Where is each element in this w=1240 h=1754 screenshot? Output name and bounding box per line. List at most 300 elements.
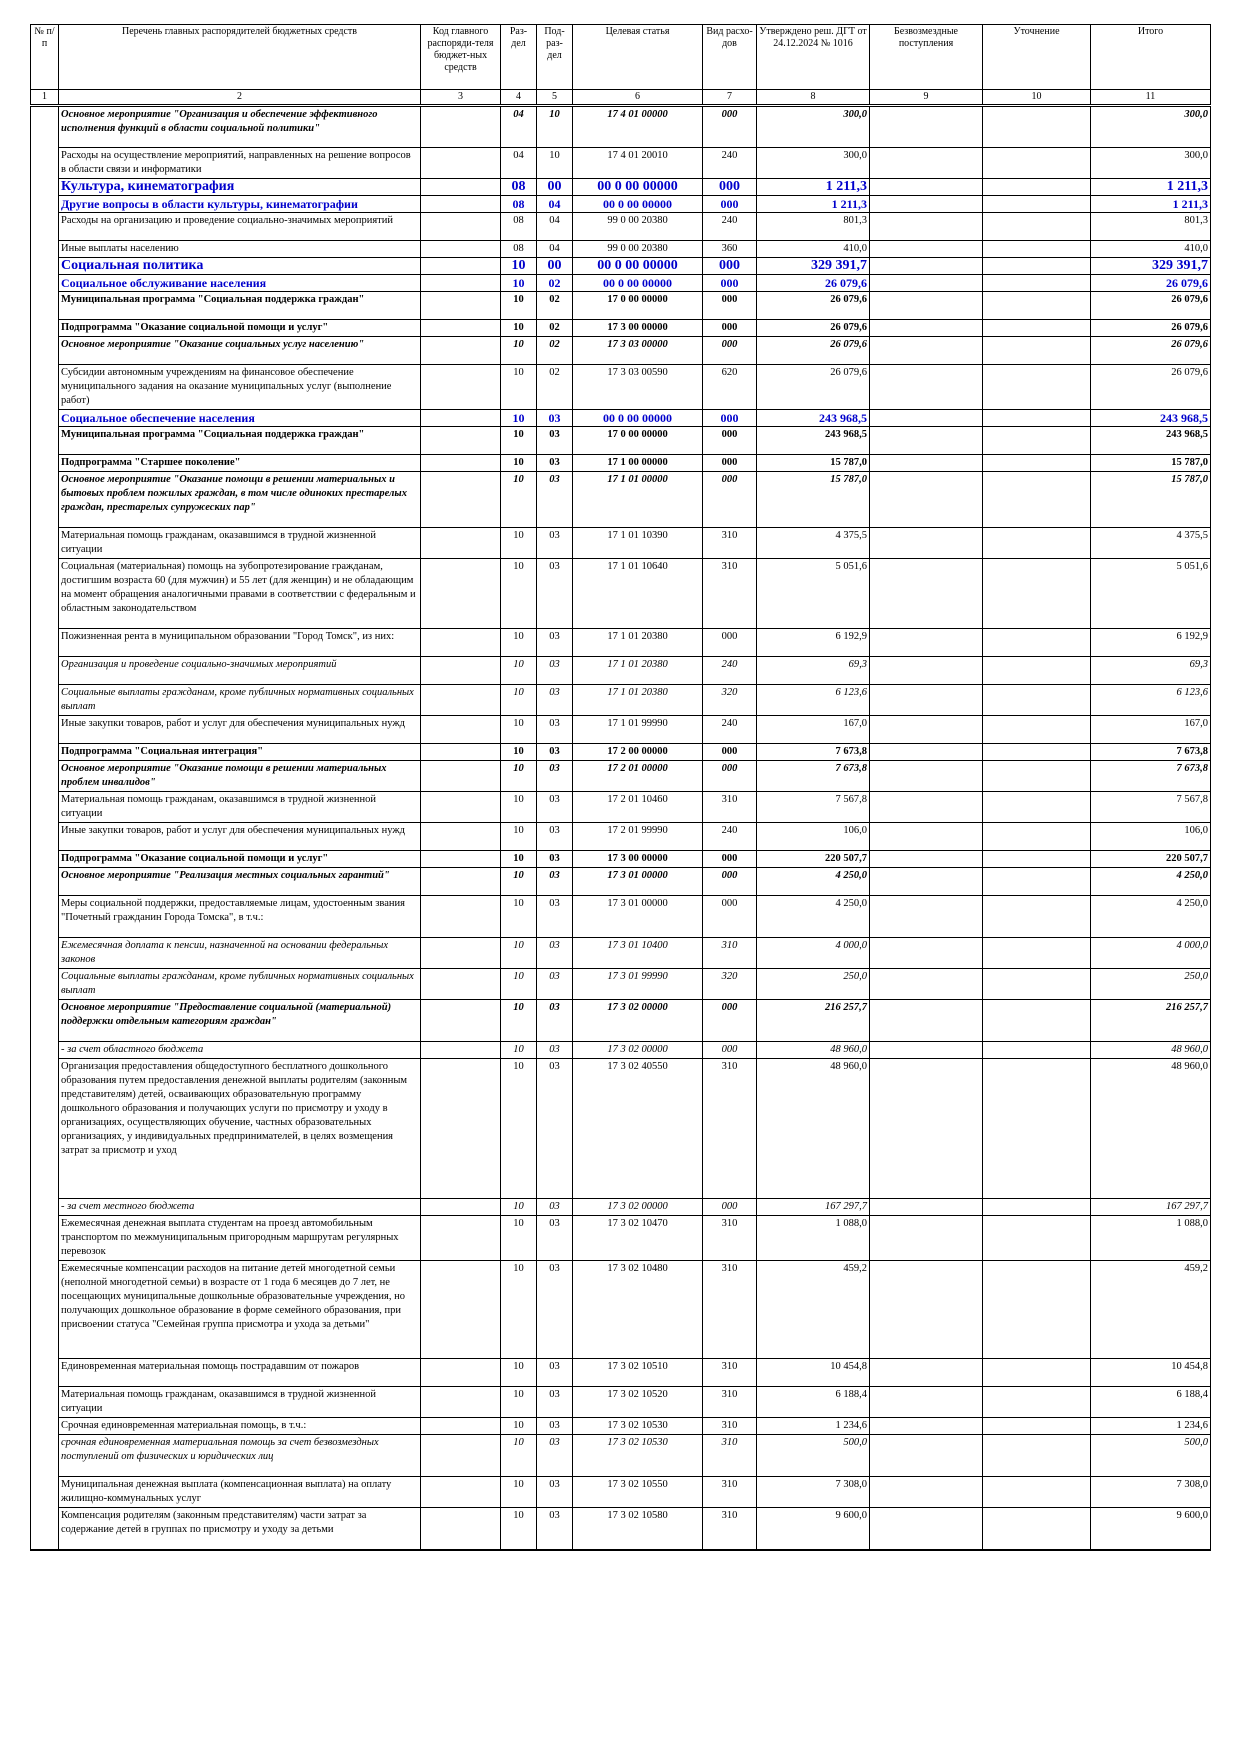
razdel-code: 10: [501, 472, 537, 528]
recipient-code: [421, 528, 501, 559]
podrazdel-code: 02: [537, 337, 573, 365]
expenditure-name: Организация предоставления общедоступного бесплатного дошкольного образования путем предоставления денежной выплаты родителям (законным представителям) детей, осваивающих образовательную программу дошкольного образования и получающих услуги по присмотру и уходу в организациях, осуществляющих обучение, частных образовательных организациях, у индивидуальных предпринимателей, в целях возмещения затрат за присмотр и уход: [59, 1059, 421, 1199]
table-row: [31, 559, 1211, 629]
table-row: [31, 213, 1211, 241]
total-amount: 7 308,0: [1091, 1477, 1211, 1508]
adjustment-amount: [983, 241, 1091, 258]
adjustment-amount: [983, 106, 1091, 148]
grants-amount: [870, 851, 983, 868]
target-article: 17 3 02 00000: [573, 1042, 703, 1059]
approved-amount: 7 673,8: [757, 744, 870, 761]
adjustment-amount: [983, 179, 1091, 196]
expenditure-name: Иные выплаты населению: [59, 241, 421, 258]
total-amount: 5 051,6: [1091, 559, 1211, 629]
expense-type: 310: [703, 1261, 757, 1359]
row-number-cell: [31, 792, 59, 823]
podrazdel-code: 03: [537, 1477, 573, 1508]
row-number-cell: [31, 320, 59, 337]
razdel-code: 10: [501, 258, 537, 275]
grants-amount: [870, 1261, 983, 1359]
podrazdel-code: 03: [537, 1508, 573, 1550]
recipient-code: [421, 685, 501, 716]
adjustment-amount: [983, 1435, 1091, 1477]
approved-amount: 106,0: [757, 823, 870, 851]
recipient-code: [421, 427, 501, 455]
approved-amount: 48 960,0: [757, 1059, 870, 1199]
approved-amount: 410,0: [757, 241, 870, 258]
row-number-cell: [31, 179, 59, 196]
podrazdel-code: 03: [537, 851, 573, 868]
approved-amount: 801,3: [757, 213, 870, 241]
column-numbers-row: [31, 90, 1211, 106]
row-number-cell: [31, 148, 59, 179]
approved-amount: 4 375,5: [757, 528, 870, 559]
razdel-code: 10: [501, 1199, 537, 1216]
target-article: 00 0 00 00000: [573, 258, 703, 275]
target-article: 17 1 01 10640: [573, 559, 703, 629]
podrazdel-code: 03: [537, 559, 573, 629]
table-row: [31, 528, 1211, 559]
razdel-code: 10: [501, 275, 537, 292]
razdel-code: 10: [501, 716, 537, 744]
row-number-cell: [31, 528, 59, 559]
total-amount: 106,0: [1091, 823, 1211, 851]
row-number-cell: [31, 213, 59, 241]
expense-type: 240: [703, 213, 757, 241]
total-amount: 26 079,6: [1091, 320, 1211, 337]
approved-amount: 1 234,6: [757, 1418, 870, 1435]
expense-type: 360: [703, 241, 757, 258]
razdel-code: 10: [501, 559, 537, 629]
podrazdel-code: 03: [537, 427, 573, 455]
total-amount: 69,3: [1091, 657, 1211, 685]
podrazdel-code: 03: [537, 1059, 573, 1199]
recipient-code: [421, 258, 501, 275]
table-row: [31, 716, 1211, 744]
adjustment-amount: [983, 410, 1091, 427]
grants-amount: [870, 761, 983, 792]
table-row: [31, 148, 1211, 179]
adjustment-amount: [983, 365, 1091, 410]
column-number: 1: [31, 90, 59, 106]
podrazdel-code: 03: [537, 1199, 573, 1216]
adjustment-amount: [983, 761, 1091, 792]
column-number: 2: [59, 90, 421, 106]
grants-amount: [870, 410, 983, 427]
row-number-cell: [31, 823, 59, 851]
recipient-code: [421, 1000, 501, 1042]
adjustment-amount: [983, 275, 1091, 292]
razdel-code: 10: [501, 851, 537, 868]
expense-type: 000: [703, 275, 757, 292]
target-article: 00 0 00 00000: [573, 196, 703, 213]
target-article: 17 3 02 10580: [573, 1508, 703, 1550]
adjustment-amount: [983, 716, 1091, 744]
target-article: 17 3 02 10530: [573, 1418, 703, 1435]
row-number-cell: [31, 196, 59, 213]
row-number-cell: [31, 106, 59, 148]
target-article: 17 3 02 40550: [573, 1059, 703, 1199]
podrazdel-code: 00: [537, 179, 573, 196]
expenditure-name: Социальные выплаты гражданам, кроме публичных нормативных социальных выплат: [59, 685, 421, 716]
razdel-code: 10: [501, 528, 537, 559]
target-article: 17 3 02 10510: [573, 1359, 703, 1387]
adjustment-amount: [983, 427, 1091, 455]
podrazdel-code: 03: [537, 969, 573, 1000]
grants-amount: [870, 1000, 983, 1042]
row-number-cell: [31, 685, 59, 716]
total-amount: 9 600,0: [1091, 1508, 1211, 1550]
grants-amount: [870, 629, 983, 657]
podrazdel-code: 03: [537, 1000, 573, 1042]
total-amount: 6 192,9: [1091, 629, 1211, 657]
recipient-code: [421, 241, 501, 258]
razdel-code: 10: [501, 455, 537, 472]
grants-amount: [870, 792, 983, 823]
table-row: [31, 823, 1211, 851]
approved-amount: 329 391,7: [757, 258, 870, 275]
expenditure-name: Компенсация родителям (законным представителям) части затрат за содержание детей в группах по присмотру и уходу за детьми: [59, 1508, 421, 1550]
expenditure-name: Расходы на организацию и проведение социально-значимых мероприятий: [59, 213, 421, 241]
recipient-code: [421, 1216, 501, 1261]
adjustment-amount: [983, 1387, 1091, 1418]
adjustment-amount: [983, 938, 1091, 969]
podrazdel-code: 03: [537, 657, 573, 685]
target-article: 17 3 02 00000: [573, 1199, 703, 1216]
razdel-code: 04: [501, 148, 537, 179]
expenditure-name: Иные закупки товаров, работ и услуг для обеспечения муниципальных нужд: [59, 716, 421, 744]
podrazdel-code: 02: [537, 275, 573, 292]
table-row: [31, 196, 1211, 213]
grants-amount: [870, 685, 983, 716]
razdel-code: 10: [501, 1216, 537, 1261]
row-number-cell: [31, 1059, 59, 1199]
expense-type: 000: [703, 455, 757, 472]
total-amount: 26 079,6: [1091, 275, 1211, 292]
razdel-code: 08: [501, 241, 537, 258]
recipient-code: [421, 1042, 501, 1059]
grants-amount: [870, 1359, 983, 1387]
podrazdel-code: 03: [537, 528, 573, 559]
row-number-cell: [31, 1508, 59, 1550]
expenditure-name: Пожизненная рента в муниципальном образовании "Город Томск", из них:: [59, 629, 421, 657]
table-row: [31, 1359, 1211, 1387]
header-code: Код главного распоряди-теля бюджет-ных средств: [421, 25, 501, 90]
target-article: 17 3 01 10400: [573, 938, 703, 969]
target-article: 17 1 01 20380: [573, 657, 703, 685]
approved-amount: 4 000,0: [757, 938, 870, 969]
total-amount: 243 968,5: [1091, 427, 1211, 455]
approved-amount: 167,0: [757, 716, 870, 744]
podrazdel-code: 03: [537, 761, 573, 792]
expenditure-name: Основное мероприятие "Реализация местных социальных гарантий": [59, 868, 421, 896]
target-article: 17 3 01 99990: [573, 969, 703, 1000]
total-amount: 15 787,0: [1091, 472, 1211, 528]
row-number-cell: [31, 455, 59, 472]
grants-amount: [870, 896, 983, 938]
expense-type: 620: [703, 365, 757, 410]
podrazdel-code: 03: [537, 685, 573, 716]
podrazdel-code: 04: [537, 213, 573, 241]
podrazdel-code: 03: [537, 1418, 573, 1435]
row-number-cell: [31, 427, 59, 455]
adjustment-amount: [983, 744, 1091, 761]
expense-type: 310: [703, 1508, 757, 1550]
grants-amount: [870, 744, 983, 761]
approved-amount: 7 673,8: [757, 761, 870, 792]
row-number-cell: [31, 365, 59, 410]
expenditure-name: Другие вопросы в области культуры, кинематографии: [59, 196, 421, 213]
table-row: [31, 761, 1211, 792]
total-amount: 4 375,5: [1091, 528, 1211, 559]
header-approved: Утверждено реш. ДГТ от 24.12.2024 № 1016: [757, 25, 870, 90]
row-number-cell: [31, 292, 59, 320]
expenditure-name: Меры социальной поддержки, предоставляемые лицам, удостоенным звания "Почетный гражданин Города Томска", в т.ч.:: [59, 896, 421, 938]
razdel-code: 10: [501, 761, 537, 792]
grants-amount: [870, 258, 983, 275]
expense-type: 240: [703, 657, 757, 685]
target-article: 17 2 00 00000: [573, 744, 703, 761]
expenditure-name: Основное мероприятие "Организация и обеспечение эффективного исполнения функций в области социальной политики": [59, 106, 421, 148]
expense-type: 240: [703, 148, 757, 179]
razdel-code: 10: [501, 744, 537, 761]
recipient-code: [421, 868, 501, 896]
podrazdel-code: 03: [537, 868, 573, 896]
approved-amount: 6 192,9: [757, 629, 870, 657]
approved-amount: 1 211,3: [757, 196, 870, 213]
approved-amount: 5 051,6: [757, 559, 870, 629]
total-amount: 243 968,5: [1091, 410, 1211, 427]
target-article: 17 0 00 00000: [573, 292, 703, 320]
expenditure-name: Организация и проведение социально-значимых мероприятий: [59, 657, 421, 685]
table-row: [31, 1387, 1211, 1418]
adjustment-amount: [983, 657, 1091, 685]
target-article: 17 1 01 00000: [573, 472, 703, 528]
target-article: 17 1 00 00000: [573, 455, 703, 472]
expenditure-name: Подпрограмма "Социальная интеграция": [59, 744, 421, 761]
adjustment-amount: [983, 1418, 1091, 1435]
target-article: 17 3 00 00000: [573, 320, 703, 337]
budget-table: [30, 24, 1211, 1551]
expenditure-name: - за счет областного бюджета: [59, 1042, 421, 1059]
razdel-code: 10: [501, 337, 537, 365]
row-number-cell: [31, 868, 59, 896]
expense-type: 000: [703, 761, 757, 792]
table-row: [31, 455, 1211, 472]
expense-type: 000: [703, 320, 757, 337]
razdel-code: 08: [501, 196, 537, 213]
header-total: Итого: [1091, 25, 1211, 90]
target-article: 17 3 00 00000: [573, 851, 703, 868]
expenditure-name: Ежемесячная доплата к пенсии, назначенной на основании федеральных законов: [59, 938, 421, 969]
target-article: 17 2 01 10460: [573, 792, 703, 823]
recipient-code: [421, 896, 501, 938]
recipient-code: [421, 410, 501, 427]
recipient-code: [421, 744, 501, 761]
approved-amount: 4 250,0: [757, 868, 870, 896]
column-number: 11: [1091, 90, 1211, 106]
recipient-code: [421, 1418, 501, 1435]
row-number-cell: [31, 1435, 59, 1477]
table-row: [31, 744, 1211, 761]
adjustment-amount: [983, 868, 1091, 896]
table-body: [31, 106, 1211, 1550]
target-article: 17 3 02 10530: [573, 1435, 703, 1477]
target-article: 17 1 01 99990: [573, 716, 703, 744]
expense-type: 310: [703, 559, 757, 629]
adjustment-amount: [983, 472, 1091, 528]
recipient-code: [421, 196, 501, 213]
razdel-code: 10: [501, 1359, 537, 1387]
expense-type: 310: [703, 792, 757, 823]
expense-type: 310: [703, 1359, 757, 1387]
table-row: [31, 337, 1211, 365]
target-article: 17 3 03 00000: [573, 337, 703, 365]
expense-type: 310: [703, 1435, 757, 1477]
total-amount: 167,0: [1091, 716, 1211, 744]
row-number-cell: [31, 241, 59, 258]
grants-amount: [870, 275, 983, 292]
table-row: [31, 1508, 1211, 1550]
razdel-code: 10: [501, 292, 537, 320]
table-row: [31, 868, 1211, 896]
expense-type: 000: [703, 744, 757, 761]
table-row: [31, 275, 1211, 292]
table-row: [31, 1261, 1211, 1359]
podrazdel-code: 02: [537, 320, 573, 337]
total-amount: 1 234,6: [1091, 1418, 1211, 1435]
recipient-code: [421, 213, 501, 241]
recipient-code: [421, 365, 501, 410]
approved-amount: 9 600,0: [757, 1508, 870, 1550]
row-number-cell: [31, 1216, 59, 1261]
podrazdel-code: 02: [537, 365, 573, 410]
header-article: Целевая статья: [573, 25, 703, 90]
recipient-code: [421, 1435, 501, 1477]
grants-amount: [870, 365, 983, 410]
row-number-cell: [31, 657, 59, 685]
row-number-cell: [31, 851, 59, 868]
razdel-code: 10: [501, 1508, 537, 1550]
target-article: 17 2 01 00000: [573, 761, 703, 792]
approved-amount: 26 079,6: [757, 275, 870, 292]
expenditure-name: Расходы на осуществление мероприятий, направленных на решение вопросов в области связи и информатики: [59, 148, 421, 179]
approved-amount: 26 079,6: [757, 292, 870, 320]
approved-amount: 300,0: [757, 148, 870, 179]
total-amount: 26 079,6: [1091, 365, 1211, 410]
expense-type: 000: [703, 868, 757, 896]
grants-amount: [870, 1508, 983, 1550]
podrazdel-code: 03: [537, 1042, 573, 1059]
table-row: [31, 292, 1211, 320]
table-row: [31, 969, 1211, 1000]
total-amount: 4 000,0: [1091, 938, 1211, 969]
table-row: [31, 320, 1211, 337]
podrazdel-code: 04: [537, 241, 573, 258]
total-amount: 1 211,3: [1091, 179, 1211, 196]
total-amount: 6 123,6: [1091, 685, 1211, 716]
total-amount: 216 257,7: [1091, 1000, 1211, 1042]
expenditure-name: Основное мероприятие "Оказание помощи в решении материальных проблем инвалидов": [59, 761, 421, 792]
grants-amount: [870, 1387, 983, 1418]
grants-amount: [870, 179, 983, 196]
expense-type: 000: [703, 896, 757, 938]
expenditure-name: Подпрограмма "Старшее поколение": [59, 455, 421, 472]
approved-amount: 7 567,8: [757, 792, 870, 823]
adjustment-amount: [983, 851, 1091, 868]
column-number: 3: [421, 90, 501, 106]
table-row: [31, 1435, 1211, 1477]
adjustment-amount: [983, 337, 1091, 365]
recipient-code: [421, 1199, 501, 1216]
grants-amount: [870, 528, 983, 559]
total-amount: 7 567,8: [1091, 792, 1211, 823]
expenditure-name: Иные закупки товаров, работ и услуг для обеспечения муниципальных нужд: [59, 823, 421, 851]
row-number-cell: [31, 472, 59, 528]
approved-amount: 500,0: [757, 1435, 870, 1477]
total-amount: 48 960,0: [1091, 1059, 1211, 1199]
approved-amount: 10 454,8: [757, 1359, 870, 1387]
podrazdel-code: 03: [537, 938, 573, 969]
total-amount: 7 673,8: [1091, 744, 1211, 761]
recipient-code: [421, 106, 501, 148]
grants-amount: [870, 1199, 983, 1216]
adjustment-amount: [983, 213, 1091, 241]
table-row: [31, 472, 1211, 528]
expense-type: 000: [703, 1000, 757, 1042]
recipient-code: [421, 455, 501, 472]
expense-type: 000: [703, 410, 757, 427]
row-number-cell: [31, 1042, 59, 1059]
grants-amount: [870, 938, 983, 969]
total-amount: 4 250,0: [1091, 896, 1211, 938]
row-number-cell: [31, 1477, 59, 1508]
row-number-cell: [31, 1387, 59, 1418]
approved-amount: 459,2: [757, 1261, 870, 1359]
podrazdel-code: 03: [537, 1261, 573, 1359]
podrazdel-code: 03: [537, 1387, 573, 1418]
recipient-code: [421, 1477, 501, 1508]
expenditure-name: Культура, кинематография: [59, 179, 421, 196]
expenditure-name: Муниципальная программа "Социальная поддержка граждан": [59, 292, 421, 320]
row-number-cell: [31, 896, 59, 938]
razdel-code: 10: [501, 685, 537, 716]
target-article: 99 0 00 20380: [573, 213, 703, 241]
expense-type: 310: [703, 1059, 757, 1199]
razdel-code: 10: [501, 792, 537, 823]
approved-amount: 26 079,6: [757, 365, 870, 410]
expenditure-name: Срочная единовременная материальная помощь, в т.ч.:: [59, 1418, 421, 1435]
adjustment-amount: [983, 148, 1091, 179]
approved-amount: 167 297,7: [757, 1199, 870, 1216]
expense-type: 000: [703, 196, 757, 213]
approved-amount: 4 250,0: [757, 896, 870, 938]
approved-amount: 1 211,3: [757, 179, 870, 196]
column-number: 9: [870, 90, 983, 106]
table-row: [31, 685, 1211, 716]
total-amount: 7 673,8: [1091, 761, 1211, 792]
column-number: 6: [573, 90, 703, 106]
table-row: [31, 258, 1211, 275]
expenditure-name: Основное мероприятие "Предоставление социальной (материальной) поддержки отдельным категориям граждан": [59, 1000, 421, 1042]
grants-amount: [870, 1418, 983, 1435]
total-amount: 329 391,7: [1091, 258, 1211, 275]
grants-amount: [870, 823, 983, 851]
total-amount: 500,0: [1091, 1435, 1211, 1477]
razdel-code: 10: [501, 657, 537, 685]
grants-amount: [870, 1059, 983, 1199]
header-grants: Безвозмездные поступления: [870, 25, 983, 90]
